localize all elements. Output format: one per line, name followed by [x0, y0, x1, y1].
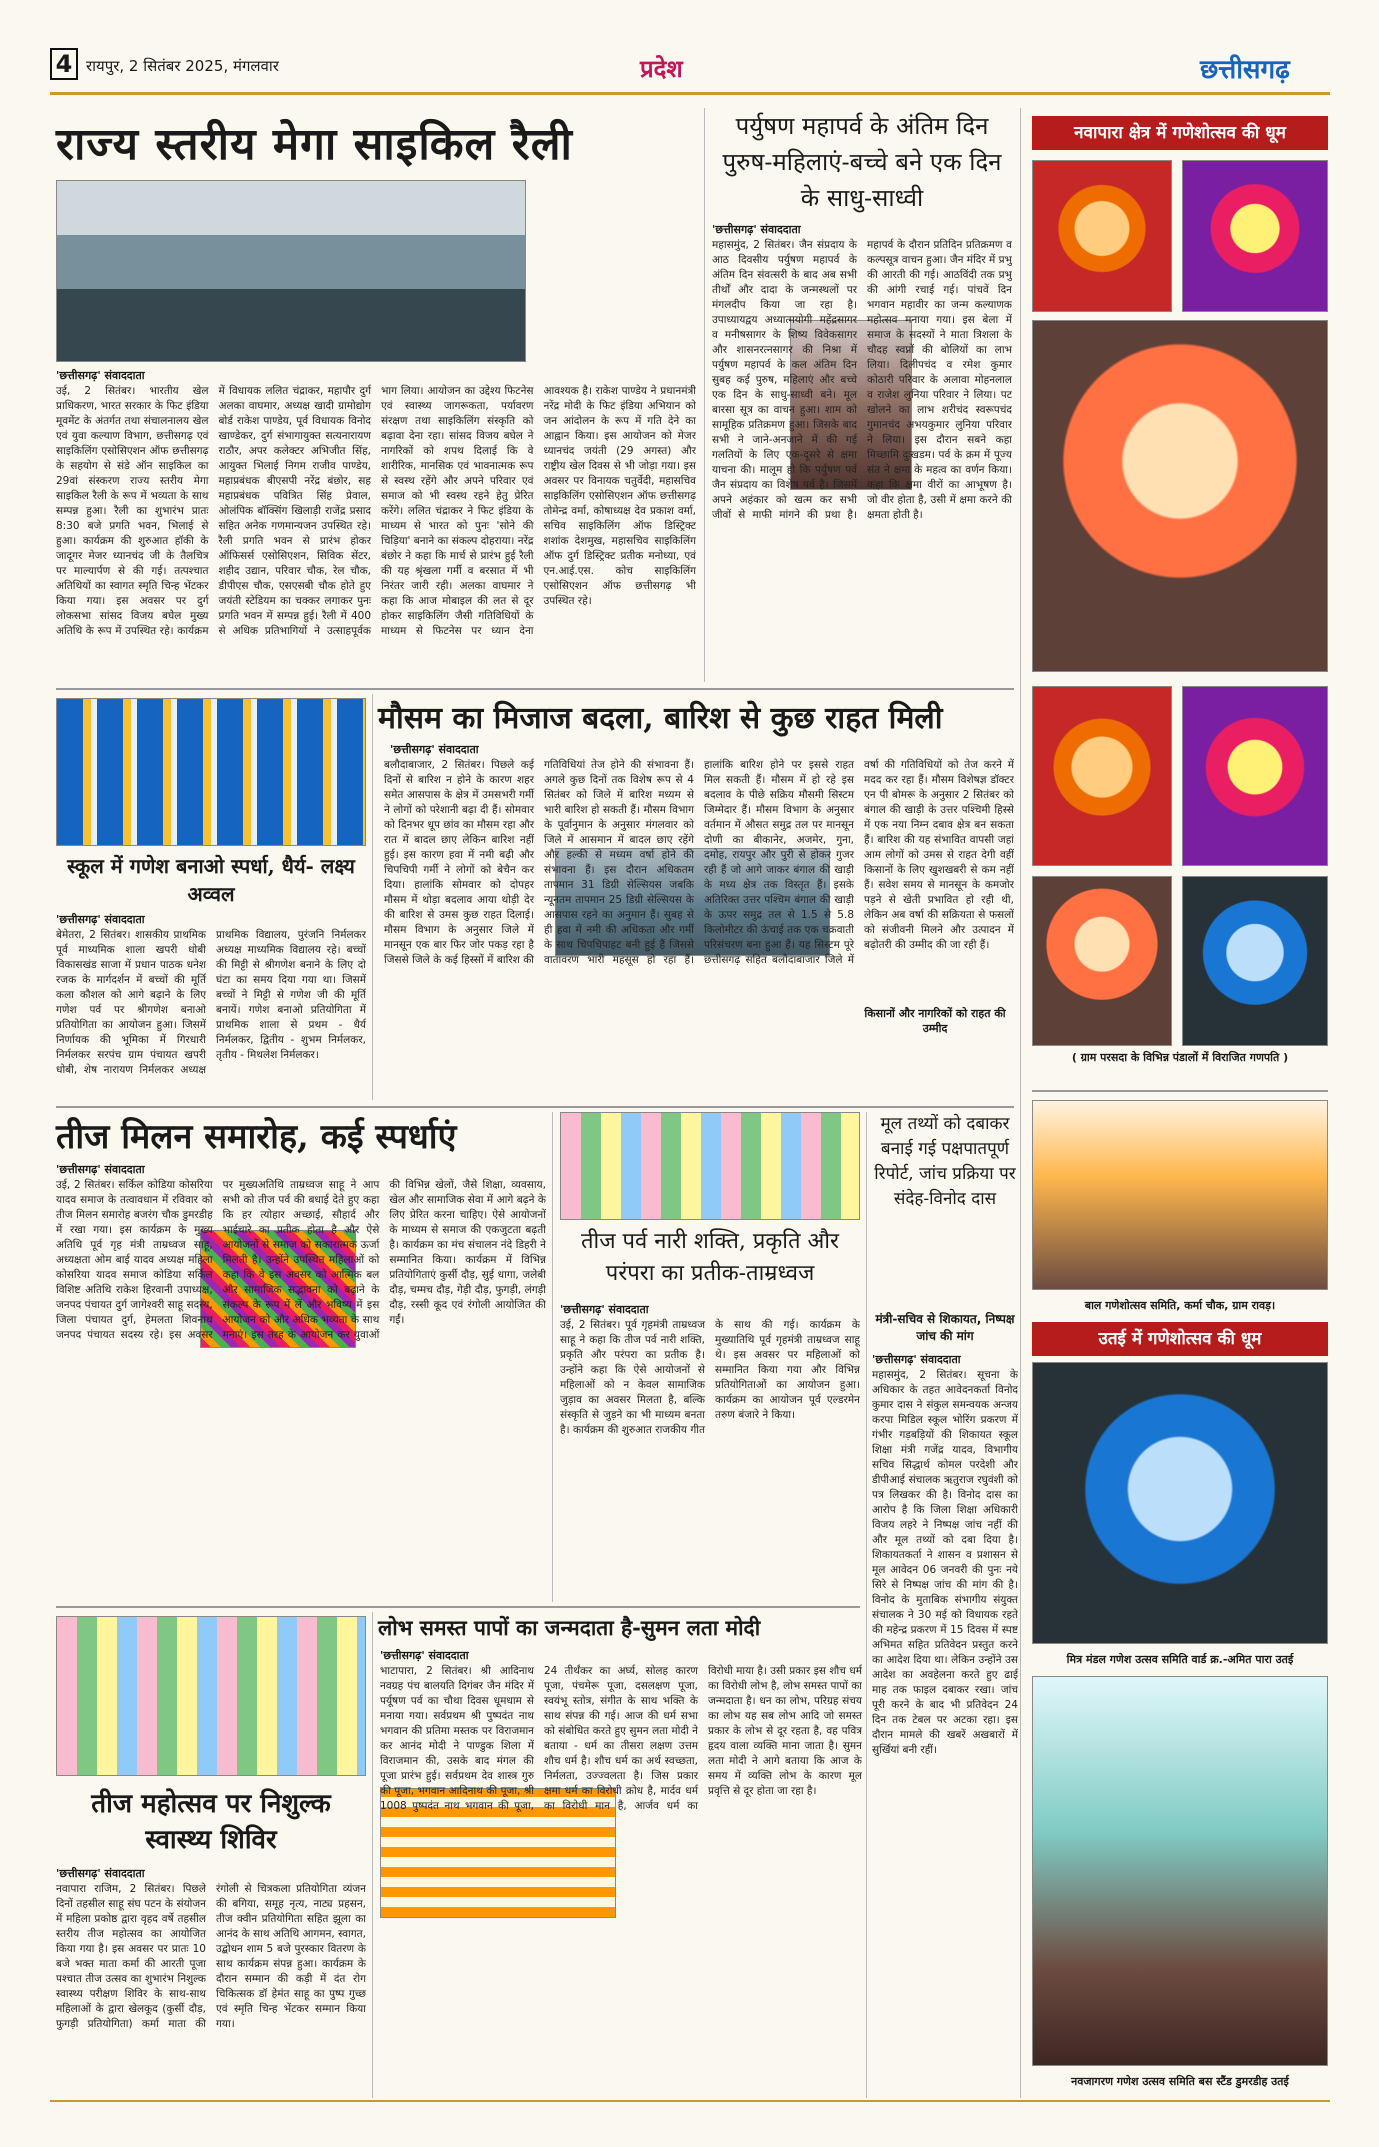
weather-body: बलौदाबाजार, 2 सितंबर। पिछले कई दिनों से बारिश न होने के कारण शहर समेत आसपास के क्षेत्र में उमसभरी गर्मी ने लोगों को परेशानी बढ़ा दी हैं। सोमवार को दिनभर धूप छांव का मौसम रहा और रात में बादल छाए लेकिन बारिश नहीं हुई। इस कारण हवा में नमी बढ़ी और चिपचिपी गर्मी ने लोगों को बेचैन कर दिया। हालांकि सोमवार को दोपहर मौसम में थोड़ा बदलाव आया थोड़ी देर की बारिश से उमस कुछ राहत दिलाई। मौसम विभाग के अनुसार जिले में मानसून एक बार फिर जोर पकड़ रहा है जिससे जिले के कई हिस्सों में बारिश की गतिविधियां तेज होने की संभावना हैं। अगले कुछ दिनों तक विशेष रूप से 4 सितंबर को जिले में बारिश मध्यम से भारी बारिश हो सकती हैं। मौसम विभाग के पूर्वानुमान के अनुसार मंगलवार को जिले में आसमान में बादल छाए रहेंगे और हल्की से मध्यम वर्षा होने की संभावना हैं। इस दौरान अधिकतम तापमान 31 डिग्री सेल्सियस जबकि न्यूनतम तापमान 25 डिग्री सेल्सियस के आसपास रहने का अनुमान हैं। सुबह से ही हवा में नमी की अधिकता और गर्मी के साथ चिपचिपाहट बनी हुई हैं जिससे वातावरण भारी महसूस हो रहा हैं। हालांकि बारिश होने पर इससे राहत मिल सकती हैं। मौसम में हो रहे इस बदलाव के पीछे सक्रिय मौसमी सिस्टम जिम्मेदार हैं। मौसम विभाग के अनुसार वर्तमान में औसत समुद्र तल पर मानसून दोणी का बीकानेर, अजमेर, गुना, दमोह, रायपुर और पुरी से होकर गुजर रही हैं जो आगे जाकर बंगाल की खाड़ी के मध्य क्षेत्र तक विस्तृत हैं। इसके अतिरिक्त उत्तर पश्चिम बंगाल की खाड़ी के ऊपर समुद्र तल से 1.5 से 5.8 किलोमीटर की ऊंचाई तक एक चक्रवाती परिसंचरण बना हुआ हैं। यह सिस्टम पूरे छत्तीसगढ़ सहित बलौदाबाजार जिले में वर्षा की गतिविधियों को तेज करने में मदद कर रहा हैं। मौसम विशेषज्ञ डॉक्टर एन पी बोमरू के अनुसार 2 सितंबर को बंगाल की खाड़ी के उत्तर पश्चिमी हिस्से में एक नया निम्न दबाव क्षेत्र बन सकता हैं। बारिश की यह संभावित वापसी जहां आम लोगों को उमस से राहत देगी वहीं किसानों के लिए खुशखबरी से कम नहीं हैं। सवेश समय से मानसून के कमजोर पड़ने से खेती प्रभावित हो रही थी, लेकिन अब वर्षा की सक्रियता से फसलों को संजीवनी मिलने और उत्पादन में बढ़ोतरी की उम्मीद की जा रही हैं। — [384, 759, 1014, 966]
lobh-headline: लोभ समस्त पापों का जन्मदाता है-सुमन लता मोदी — [378, 1615, 761, 1640]
paper-name: छत्तीसगढ़ — [1200, 55, 1290, 85]
vinod-das-byline: 'छत्तीसगढ़' संवाददाता — [872, 1353, 961, 1366]
ganesh-photo — [1182, 160, 1328, 312]
lobh-body: भाटापारा, 2 सितंबर। श्री आदिनाथ नवग्रह पंच बालयति दिगंबर जैन मंदिर में पर्यूषण पर्व का चौथा दिवस धूमधाम से मनाया गया। सर्वप्रथम श्री पुष्पदंत नाथ भगवान की प्रतिमा मस्तक पर विराजमान कर आनंद मोदी ने पाण्डुक शिला में विराजमान की, उसके बाद मंगल की पूजा प्रारंभ हुई। सर्वप्रथम देव शास्त्र गुरु की पूजा, भगवान आदिनाथ की पूजा, श्री 1008 पुष्पदंत नाथ भगवान की पूजा, 24 तीर्थंकर का अर्घ्य, सोलह कारण पूजा, पंचमेरू पूजा, दसलक्षण पूजा, स्वयंभू स्तोत्र, संगीत के साथ भक्ति के साथ संपन्न की गई। आज की धर्म सभा को संबोधित करते हुए सुमन लता मोदी ने बताया - धर्म का तीसरा लक्षण उत्तम शौच धर्म है। शौच धर्म का अर्थ स्वच्छता, निर्मलता, उज्ज्वलता है। जिस प्रकार क्षमा धर्म का विरोधी क्रोध है, मार्दव धर्म का विरोधी मान है, आर्जव धर्म का विरोधी माया है। उसी प्रकार इस शौच धर्म का विरोधी लोभ है, लोभ समस्त पापों का जन्मदाता है। धन का लोभ, परिग्रह संचय का लोभ यह सब लोभ आदि जो समस्त प्रकार के लोभ से दूर रहता है, वह पवित्र हृदय वाला व्यक्ति माना जाता है। सुमन लता मोदी ने आगे बताया कि आज के समय में व्यक्ति लोभ के कारण मूल प्रवृत्ति से दूर होता जा रहा है। — [380, 1665, 862, 1812]
page-header — [0, 0, 1379, 85]
rally-byline: 'छत्तीसगढ़' संवाददाता — [56, 369, 145, 382]
health-camp-byline: 'छत्तीसगढ़' संवाददाता — [56, 1867, 145, 1880]
paryushan-headline: पर्युषण महापर्व के अंतिम दिन पुरुष-महिलाएं-बच्चे बने एक दिन के साधु-साध्वी — [722, 112, 1002, 212]
column-divider — [704, 108, 705, 682]
bal-ganesh-photo — [1032, 1100, 1328, 1290]
column-divider — [1020, 108, 1021, 2098]
divider — [56, 1106, 1014, 1108]
teej-milan-byline: 'छत्तीसगढ़' संवाददाता — [56, 1163, 145, 1176]
utai-ganesh-photo — [1032, 1362, 1328, 1644]
teej-milan-body: उई, 2 सितंबर। सर्किल कोडिया कोसरिया यादव समाज के तत्वावधान में रविवार को तीज मिलन समारोह बजरंग चौक डुमरडीह में रखा गया। इस कार्यक्रम के मुख्य अतिथि पूर्व गृह मंत्री ताम्रध्वज साहू, अध्यक्षता ओम बाई यादव अध्यक्ष महिला कोसरिया यादव समाज कोडिया सर्किल विशिष्ट अतिथि राकेश हिरवानी उपाध्यक्ष, जनपद पंचायत दुर्ग जागेश्वरी साहू सदस्य, जिला पंचायत दुर्ग, हेमलता शिवनाथ जनपद पंचायत सदस्य रहे। इस अवसर पर मुख्यअतिथि ताम्रध्वज साहू ने आप सभी को तीज पर्व की बधाई देते हुए कहा कि हर त्योहार अच्छाई, सौहार्द और भाईचारे का प्रतीक होता है और ऐसे आयोजनों से समाज को सकारात्मक ऊर्जा मिलती है। उन्होंने उपस्थित महिलाओं को कहा कि वे इस अवसर को आत्मिक बल और सामाजिक सद्भावना को बढ़ाने के संकल्प के रूप में लें और भविष्य में इस आयोजन को और अधिक भव्यता के साथ मनाएं। इस तरह के आयोजन कर युवाओं की विभिन्न खेलों, जैसे शिक्षा, व्यवसाय, खेल और सामाजिक सेवा में आगे बढ़ने के लिए प्रेरित करना चाहिए। ऐसे आयोजनों के माध्यम से समाज की एकजुटता बढ़ती है। कार्यक्रम का मंच संचालन नंदे डिहरी ने सम्मानित किया। कार्यक्रम में विभिन्न प्रतियोगिताएं कुर्सी दौड़, सुई धागा, जलेबी दौड़, चम्मच दौड़, गेड़ी दौड़, फुगड़ी, लंगड़ी दौड़, रस्सी कूद एवं रंगोली आयोजित की गईं। — [56, 1179, 546, 1341]
column-divider — [552, 1112, 553, 1602]
ganesh-photo-large — [1032, 320, 1328, 672]
vinod-das-headline: मूल तथ्यों को दबाकर बनाई गई पक्षपातपूर्ण रिपोर्ट, जांच प्रक्रिया पर संदेह-विनोद दास — [874, 1114, 1016, 1209]
utai-caption: मित्र मंडल गणेश उत्सव समिति वार्ड क्र.-अमित पारा उतई — [1066, 1653, 1294, 1666]
bal-ganesh-caption: बाल गणेशोत्सव समिति, कर्मा चौक, ग्राम रावड़। — [1084, 1299, 1276, 1312]
column-divider — [866, 1112, 867, 2098]
ganesh-caption: ( ग्राम परसदा के विभिन्न पंडालों में विराजित गणपति ) — [1071, 1051, 1289, 1064]
section-name: प्रदेश — [640, 55, 683, 83]
rally-body: उई, 2 सितंबर। भारतीय खेल प्राधिकरण, भारत सरकार के फिट इंडिया मूवमेंट के अंतर्गत तथा संचालनालय खेल एवं युवा कल्याण विभाग, छत्तीसगढ़ एवं साइकिलिंग एसोसिएशन ऑफ छत्तीसगढ़ के सहयोग से संडे ऑन साइकिल का 29वां संस्करण राज्य स्तरीय मेगा साइकिल रैली के रूप में भव्यता के साथ सम्पन्न हुआ। रैली का शुभारंभ प्रातः 8:30 बजे प्रगति भवन, भिलाई से हुआ। कार्यक्रम की शुरुआत हॉकी के जादूगर मेजर ध्यानचंद जी के तैलचित्र पर माल्यार्पण से की गई। तत्पश्चात अतिथियों का स्वागत स्मृति चिन्ह भेंटकर किया गया। इस अवसर पर दुर्ग लोकसभा सांसद विजय बघेल मुख्य अतिथि के रूप में उपस्थित रहे। कार्यक्रम में विधायक ललित चंद्राकर, महापौर दुर्ग अलका वाघमार, अध्यक्ष खादी ग्रामोद्योग बोर्ड राकेश पाण्डेय, पूर्व विधायक विनोद खाण्डेकर, दुर्ग संभागायुक्त सत्यनारायण राठौर, अपर कलेक्टर अभिजीत सिंह, आयुक्त भिलाई निगम राजीव पाण्डेय, महाप्रबंधक बीएसपी नरेंद्र बंछोर, सह महाप्रबंधक पवित्रित सिंह प्रेवाल, ओलंपिक बॉक्सिंग खिलाड़ी राजेंद्र प्रसाद सहित अनेक गणमान्यजन उपस्थित रहे। रैली प्रगति भवन से प्रारंभ होकर ऑफिसर्स एसोसिएशन, सिविक सेंटर, शहीद उद्यान, परिवार चौक, रेल चौक, डीपीएस चौक, एसएसबी चौक होते हुए जयंती स्टेडियम का चक्कर लगाकर पुनः प्रगति भवन में सम्पन्न हुई। रैली में 400 से अधिक प्रतिभागियों ने उत्साहपूर्वक भाग लिया। आयोजन का उद्देश्य फिटनेस एवं स्वास्थ्य जागरूकता, पर्यावरण संरक्षण तथा साइकिलिंग संस्कृति को बढ़ावा देना रहा। सांसद विजय बघेल ने नागरिकों को शपथ दिलाई कि वे शारीरिक, मानसिक एवं भावनात्मक रूप से स्वस्थ रहेंगे और अपने परिवार एवं समाज को भी स्वस्थ रहने हेतु प्रेरित करेंगे। ललित चंद्राकर ने फिट इंडिया के माध्यम से भारत को पुनः 'सोने की चिड़िया' बनाने का संकल्प दोहराया। नरेंद्र बंछोर ने कहा कि मार्च से प्रारंभ हुई रैली की यह श्रृंखला गर्मी व बरसात में भी निरंतर जारी रही। अलका वाघमार ने कहा कि आज मोबाइल की लत से दूर होकर साइकिलिंग जैसी गतिविधियों के माध्यम से फिटनेस पर ध्यान देना आवश्यक है। राकेश पाण्डेय ने प्रधानमंत्री नरेंद्र मोदी के फिट इंडिया अभियान को जन आंदोलन के रूप में गति देने का आह्वान किया। इस आयोजन को मेजर ध्यानचंद जयंती (29 अगस्त) और राष्ट्रीय खेल दिवस से भी जोड़ा गया। इस अवसर पर विनायक चतुर्वेदी, महासचिव साइकिलिंग एसोसिएशन ऑफ छत्तीसगढ़ तोमेन्द्र वर्मा, कोषाध्यक्ष देव प्रकाश वर्मा, सचिव साइकिलिंग ऑफ डिस्ट्रिक्ट शशांक देशमुख, महासचिव साइकिलिंग ऑफ दुर्ग डिस्ट्रिक्ट प्रतीक मनोध्या, एवं एन.आई.एस. कोच साइकिलिंग एसोसिएशन ऑफ छत्तीसगढ़ भी उपस्थित रहे। — [56, 385, 696, 637]
divider — [1032, 1090, 1328, 1092]
dateline: रायपुर, 2 सितंबर 2025, मंगलवार — [86, 57, 279, 75]
school-body: बेमेतरा, 2 सितंबर। शासकीय प्राथमिक पूर्व माध्यमिक शाला खपरी धोबी विकासखंड साजा में प्रधान पाठक धनेश रजक के मार्गदर्शन में बच्चों की मूर्ति कला कौशल को आगे बढ़ाने के लिए गणेश पर्व पर श्रीगणेश बनाओ प्रतियोगिता का आयोजन हुआ। जिसमें निर्णायक की भूमिका में गिरधारी निर्मलकर सरपंच ग्राम पंचायत खपरी धोबी, शेष नारायण निर्मलकर अध्यक्ष प्राथमिक विद्यालय, पुरंजनि निर्मलकर अध्यक्ष माध्यमिक विद्यालय रहे। बच्चों की मिट्टी से श्रीगणेश बनाने के लिए दो घंटा का समय दिया गया था। जिसमें बच्चों ने मिट्टी से गणेश जी की मूर्ति बनायें। गणेश बनाओ प्रतियोगिता में प्राथमिक शाला से प्रथम - धैर्य निर्मलकर, द्वितीय - शुभम निर्मलकर, तृतीय - मिथलेश निर्मलकर। — [56, 929, 366, 1076]
ganesh-photo — [1182, 876, 1328, 1046]
school-headline: स्कूल में गणेश बनाओ स्पर्धा, धैर्य- लक्ष्य अव्वल — [67, 854, 355, 906]
lobh-byline: 'छत्तीसगढ़' संवाददाता — [380, 1649, 469, 1662]
dumardih-ganesh-photo — [1032, 1676, 1328, 2066]
weather-subhead: किसानों और नागरिकों को राहत की उम्मीद — [860, 1006, 1010, 1036]
weather-byline: 'छत्तीसगढ़' संवाददाता — [390, 743, 479, 756]
ganesh-photo — [1032, 686, 1172, 866]
teej-milan-headline: तीज मिलन समारोह, कई स्पर्धाएं — [56, 1117, 457, 1157]
vinod-das-subhead: मंत्री-सचिव से शिकायत, निष्पक्ष जांच की मांग — [875, 1312, 1015, 1343]
column-divider — [372, 1612, 373, 2098]
weather-headline: मौसम का मिजाज बदला, बारिश से कुछ राहत मिली — [378, 701, 943, 736]
vinod-das-body: महासमुंद, 2 सितंबर। सूचना के अधिकार के तहत आवेदनकर्ता विनोद कुमार दास ने संकुल समन्वयक अन्जय करपा मिडिल स्कूल भोरिंग प्रकरण में गंभीर गड़बड़ियों की शिकायत स्कूल शिक्षा मंत्री गजेंद्र यादव, विभागीय सचिव सिद्धार्थ कोमल परदेशी और डीपीआई संचालक ऋतुराज रघुवंशी को पत्र लिखकर की है। विनोद दास का आरोप है कि जिला शिक्षा अधिकारी विजय लहरे ने निष्पक्ष जांच नहीं की और मूल तथ्यों को दबा दिया है। शिकायतकर्ता ने शासन व प्रशासन से मूल आवेदन 06 जनवरी की पुनः नये सिरे से निष्पक्ष जांच की मांग की है। विनोद के मुताबिक संभागीय संयुक्त संचालक ने 30 मई को विधायक रहते की महेन्द्र प्रकरण में 15 दिवस में स्पष्ट अभिमत सहित प्रतिवेदन प्रस्तुत करने का आदेश दिया था। लेकिन उन्होंने उस आदेश का अवहेलना करते हुए ढाई माह तक फाइल दबाकर रखा। जांच पूरी करने के बाद भी प्रतिवेदन 24 दिन तक टेबल पर अटका रहा। इस दौरान मामले की खबरें अखबारों में सुर्खियां बनी रहीं। — [872, 1369, 1018, 1756]
ganesh-photo — [1032, 160, 1172, 312]
divider — [56, 1606, 860, 1608]
ganesh-photo — [1182, 686, 1328, 866]
nari-shakti-body: उई, 2 सितंबर। पूर्व गृहमंत्री ताम्रध्वज साहू ने कहा कि तीज पर्व नारी शक्ति, प्रकृति और परंपरा का प्रतीक है। उन्होंने कहा कि ऐसे आयोजनों से महिलाओं को न केवल सामाजिक जुड़ाव का अवसर मिलता है, बल्कि संस्कृति से जुड़ने का भी माध्यम बनता है। कार्यक्रम की शुरुआत राजकीय गीत के साथ की गई। कार्यक्रम के मुख्यातिथि पूर्व गृहमंत्री ताम्रध्वज साहू थे। इस अवसर पर महिलाओं को सम्मानित किया गया और विभिन्न प्रतियोगिताओं का आयोजन हुआ। कार्यक्रम का आयोजन पूर्व एल्डरमेन तरुण बंजारे ने किया। — [560, 1319, 860, 1436]
dumardih-caption: नवजागरण गणेश उत्सव समिति बस स्टैंड डुमरडीह उतई — [1071, 2075, 1289, 2088]
page-number: 4 — [50, 48, 78, 80]
school-photo — [56, 698, 366, 846]
nari-shakti-photo — [560, 1112, 860, 1220]
nari-shakti-headline: तीज पर्व नारी शक्ति, प्रकृति और परंपरा का प्रतीक-ताम्रध्वज — [581, 1229, 839, 1286]
health-camp-headline: तीज महोत्सव पर निशुल्क स्वास्थ्य शिविर — [91, 1789, 331, 1855]
nari-shakti-byline: 'छत्तीसगढ़' संवाददाता — [560, 1303, 649, 1316]
rally-headline: राज्य स्तरीय मेगा साइकिल रैली — [56, 119, 573, 170]
header-rule — [50, 92, 1330, 95]
divider — [56, 688, 1014, 690]
utai-banner: उतई में गणेशोत्सव की धूम — [1032, 1322, 1328, 1356]
rally-photo — [56, 180, 526, 362]
ganesh-banner: नवापारा क्षेत्र में गणेशोत्सव की धूम — [1032, 116, 1328, 150]
paryushan-byline: 'छत्तीसगढ़' संवाददाता — [712, 223, 801, 236]
footer-rule — [50, 2100, 1330, 2102]
column-divider — [372, 694, 373, 1100]
health-camp-photo — [56, 1616, 366, 1776]
health-camp-body: नवापारा राजिम, 2 सितंबर। पिछले दिनों तहसील साहू संघ पटन के संयोजन में महिला प्रकोष्ठ द्वारा वृहद वर्षे तहसील स्तरीय तीज महोत्सव का आयोजित किया गया है। इस अवसर पर प्रातः 10 बजे भक्त माता कर्मा की आरती पूजा पश्चात तीज उत्सव का शुभारंभ निशुल्क स्वास्थ्य परीक्षण शिविर के साथ-साथ महिलाओं के द्वारा खेलकूद (कुर्सी दौड़, फुगड़ी प्रतियोगिता) कर्मा माता की रंगोली से चित्रकला प्रतियोगिता व्यंजन की बगिया, समूह नृत्य, नाट्य प्रहसन, तीज क्वीन प्रतियोगिता सहित झूला का आनंद के साथ अतिथि आगमन, स्वागत, उद्बोधन शाम 5 बजे पुरस्कार वितरण के साथ कार्यक्रम संपन्न हुआ। कार्यक्रम के दौरान सम्मान की कड़ी में दंत रोग चिकित्सक डॉ हेमंत साहू का पुष्प गुच्छ एवं स्मृति चिन्ह भेंटकर सम्मान किया गया। — [56, 1883, 366, 2030]
school-byline: 'छत्तीसगढ़' संवाददाता — [56, 913, 145, 926]
ganesh-photo — [1032, 876, 1172, 1046]
paryushan-body: महासमुंद, 2 सितंबर। जैन संप्रदाय के आठ दिवसीय पर्युषण महापर्व के अंतिम दिन संवत्सरी के बाद अब सभी तीर्थों और दादा के जन्मस्थलों पर मंगलदीप किया जा रहा है। उपाध्यायद्वय अध्यात्मयोगी महेंद्रसागर व मनीषसागर के शिष्य विवेकसागर और शासनरत्नसागर की निश्रा में पर्युषण महापर्व के कल अंतिम दिन सुबह कई पुरुष, महिलाएं और बच्चे एक दिन के साधु-साध्वी बने। मूल बारसा सूत्र का वाचन हुआ। शाम को सामूहिक प्रतिक्रमण हुआ। जिसके बाद सभी ने जाने-अनजाने में की गई गलतियों के लिए एक-दूसरे से क्षमा याचना की। मालूम हो कि पर्युषण पर्व जैन संप्रदाय का विशेष पर्व है। जिसमें अपने अहंकार को खत्म कर सभी जीवों से माफी मांगने की प्रथा है। महापर्व के दौरान प्रतिदिन प्रतिक्रमण व कल्पसूत्र वाचन हुआ। जैन मंदिर में प्रभु की आरती की गई। आठविंदी तक प्रभु की आंगी रचाई गई। पांचवें दिन भगवान महावीर का जन्म कल्याणक महोत्सव मनाया गया। इस बेला में समाज के सदस्यों ने माता त्रिशला के चौदह स्वप्नों की बोलियों का लाभ लिया। दिलीपचंद व रमेश कुमार कोठारी परिवार के अलावा मोहनलाल व राजेश लुनिया परिवार ने लिया। पट खोलने का लाभ शरीचंद स्वरूपचंद गुमानचंद अभयकुमार लुनिया परिवार ने लिया। इस दौरान सबने कहा मिच्छामि दुःखडम। पर्व के क्रम में पूज्य संत ने क्षमा के महत्व का वर्णन किया। कहा कि क्षमा वीरों का आभूषण है। जो वीर होता है, उसी में क्षमा करने की क्षमता होती है। — [712, 239, 1012, 521]
